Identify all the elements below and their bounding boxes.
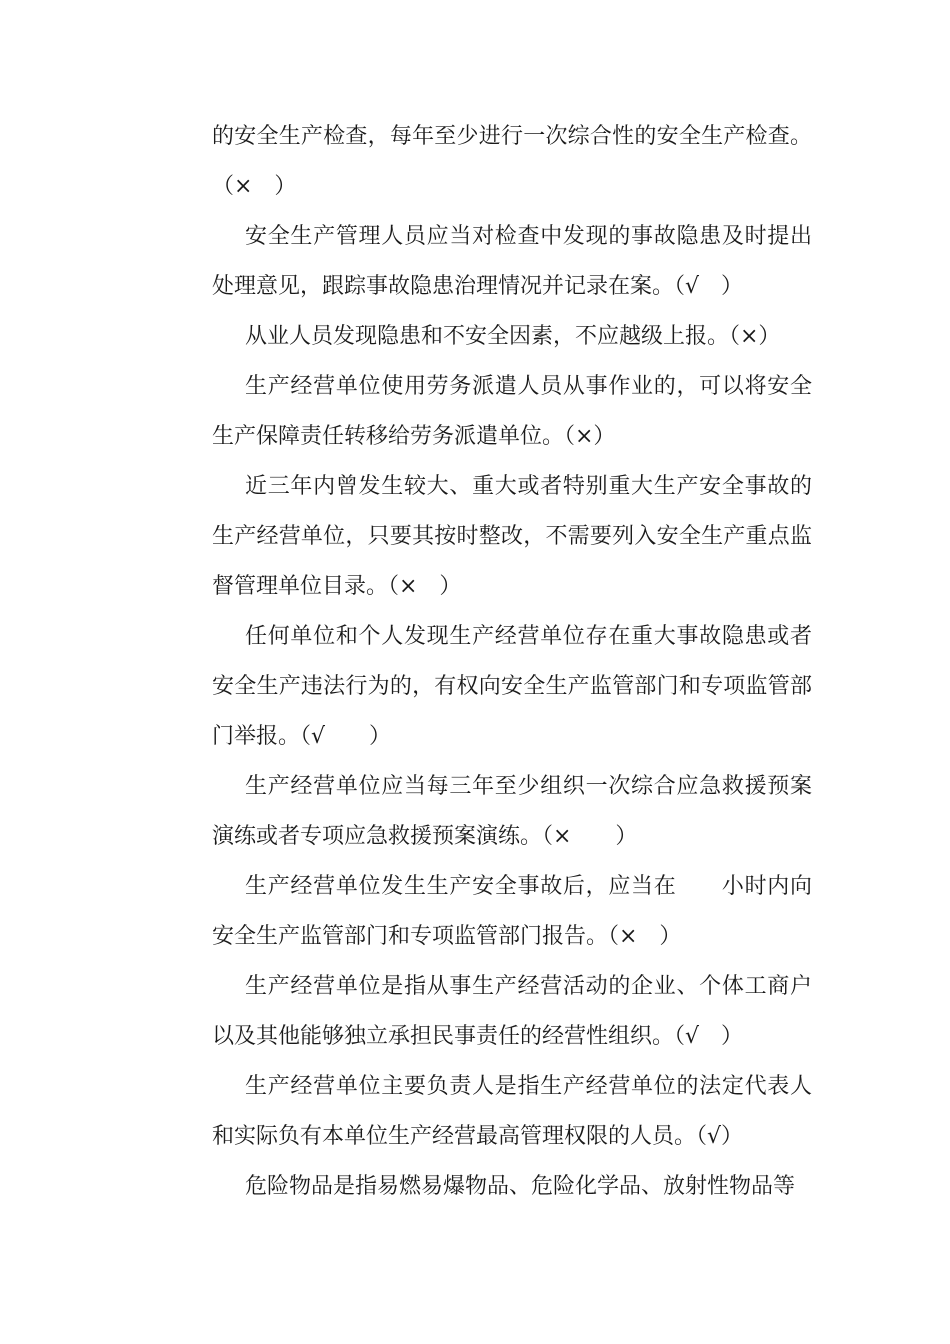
paragraph-3: 从业人员发现隐患和不安全因素，不应越级上报。（×） — [245, 324, 781, 349]
paragraph-11: 危险物品是指易燃易爆物品、危险化学品、放射性物品等 — [245, 1174, 796, 1199]
paragraph-1: 的安全生产检查，每年至少进行一次综合性的安全生产检查。（× ） — [212, 124, 812, 199]
paragraph-4: 生产经营单位使用劳务派遣人员从事作业的，可以将安全生产保障责任转移给劳务派遣单位。（×） — [212, 374, 812, 449]
paragraph-6: 任何单位和个人发现生产经营单位存在重大事故隐患或者安全生产违法行为的，有权向安全生产监管部门和专项监管部门举报。（√ ） — [212, 624, 812, 749]
paragraph-10: 生产经营单位主要负责人是指生产经营单位的法定代表人和实际负有本单位生产经营最高管理权限的人员。（√） — [212, 1074, 812, 1149]
paragraph-7: 生产经营单位应当每三年至少组织一次综合应急救援预案演练或者专项应急救援预案演练。（× ） — [212, 774, 812, 849]
paragraph-5: 近三年内曾发生较大、重大或者特别重大生产安全事故的生产经营单位，只要其按时整改，不需要列入安全生产重点监督管理单位目录。（× ） — [212, 474, 812, 599]
paragraph-2: 安全生产管理人员应当对检查中发现的事故隐患及时提出处理意见，跟踪事故隐患治理情况并记录在案。（√ ） — [212, 224, 812, 299]
paragraph-9: 生产经营单位是指从事生产经营活动的企业、个体工商户以及其他能够独立承担民事责任的经营性组织。（√ ） — [212, 974, 812, 1049]
document-page — [212, 112, 812, 1212]
paragraph-8: 生产经营单位发生生产安全事故后，应当在 小时内向安全生产监管部门和专项监管部门报告。（× ） — [212, 874, 812, 949]
